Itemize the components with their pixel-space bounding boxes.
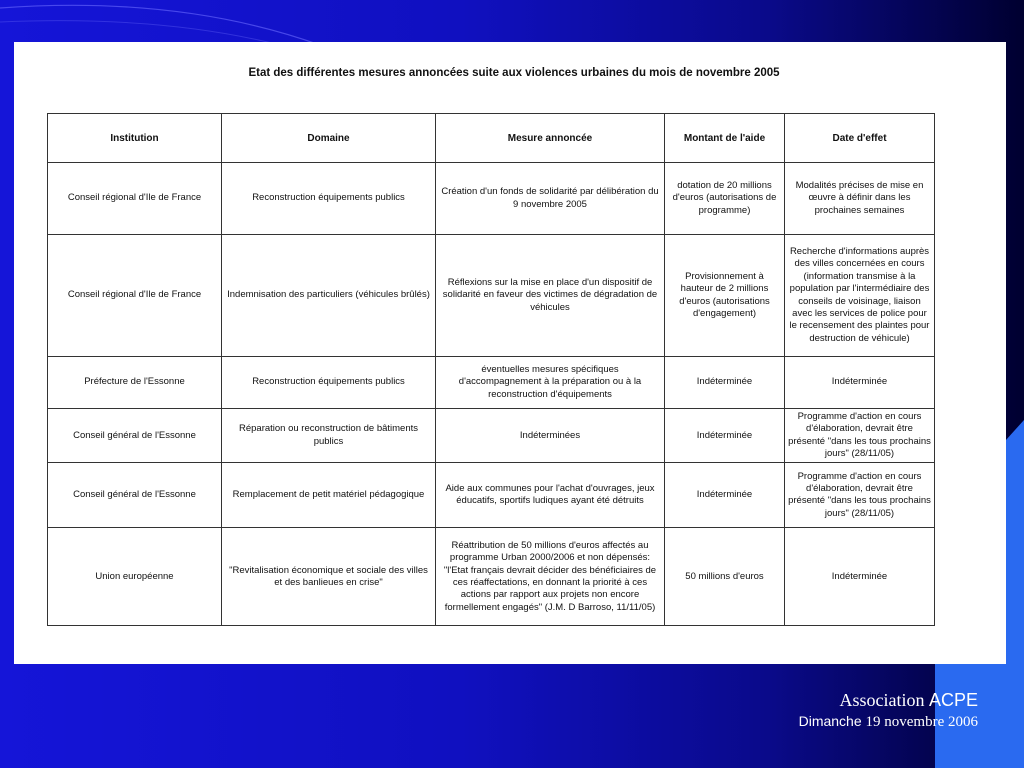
table-row: [48, 357, 935, 409]
header-domaine: Domaine: [222, 114, 436, 163]
association-label: Association: [839, 690, 925, 710]
cell-montant: Provisionnement à hauteur de 2 millions d'euros (autorisations d'engagement): [665, 235, 785, 357]
cell-domaine: Reconstruction équipements publics: [222, 163, 436, 235]
table-header-row: [48, 114, 935, 163]
association-acronym: ACPE: [928, 690, 978, 710]
table-row: [48, 463, 935, 528]
cell-mesure: éventuelles mesures spécifiques d'accompagnement à la préparation ou à la reconstruction d'équipements: [436, 357, 665, 409]
cell-montant: dotation de 20 millions d'euros (autorisations de programme): [665, 163, 785, 235]
cell-montant: Indéterminée: [665, 463, 785, 528]
cell-date: Indéterminée: [785, 528, 935, 626]
cell-domaine: Reconstruction équipements publics: [222, 357, 436, 409]
cell-institution: Union européenne: [48, 528, 222, 626]
cell-mesure: Réflexions sur la mise en place d'un dispositif de solidarité en faveur des victimes de dégradation de véhicules: [436, 235, 665, 357]
document-title: Etat des différentes mesures annoncées suite aux violences urbaines du mois de novembre 2005: [248, 67, 780, 79]
slide-footer: [799, 690, 978, 731]
cell-date: Recherche d'informations auprès des villes concernées en cours (information transmise à la population par l'intermédiaire des conseils de voisinage, liaison avec les services de police pour le recensement des plaintes pour destruction de véhicule): [785, 235, 935, 357]
cell-institution: Conseil régional d'Ile de France: [48, 235, 222, 357]
header-institution: Institution: [48, 114, 222, 163]
table-row: [48, 409, 935, 463]
cell-montant: Indéterminée: [665, 357, 785, 409]
footer-association: [799, 690, 978, 711]
document-page: [14, 42, 1006, 664]
cell-institution: Préfecture de l'Essonne: [48, 357, 222, 409]
header-date: Date d'effet: [785, 114, 935, 163]
header-mesure: Mesure annoncée: [436, 114, 665, 163]
measures-table: [47, 113, 935, 626]
cell-domaine: Indemnisation des particuliers (véhicules brûlés): [222, 235, 436, 357]
cell-mesure: Réattribution de 50 millions d'euros affectés au programme Urban 2000/2006 et non dépensés: "l'Etat français devrait décider des bénéficiaires de ces réaffectations, en donnant la priorité à ces actions par rapport aux projets non encore formellement engagés" (J.M. D Barroso, 11/11/05): [436, 528, 665, 626]
cell-institution: Conseil régional d'Ile de France: [48, 163, 222, 235]
cell-institution: Conseil général de l'Essonne: [48, 409, 222, 463]
cell-date: Indéterminée: [785, 357, 935, 409]
cell-date: Programme d'action en cours d'élaboration, devrait être présenté "dans les tous prochains jours" (28/11/05): [785, 463, 935, 528]
cell-domaine: Réparation ou reconstruction de bâtiments publics: [222, 409, 436, 463]
footer-day: Dimanche: [798, 713, 862, 729]
cell-mesure: Aide aux communes pour l'achat d'ouvrages, jeux éducatifs, sportifs ludiques ayant été détruits: [436, 463, 665, 528]
cell-montant: Indéterminée: [665, 409, 785, 463]
cell-domaine: Remplacement de petit matériel pédagogique: [222, 463, 436, 528]
footer-date-value: 19 novembre 2006: [865, 714, 978, 730]
cell-domaine: "Revitalisation économique et sociale des villes et des banlieues en crise": [222, 528, 436, 626]
table-row: [48, 235, 935, 357]
cell-date: Programme d'action en cours d'élaboration, devrait être présenté "dans les tous prochains jours" (28/11/05): [785, 409, 935, 463]
table-row: [48, 528, 935, 626]
cell-montant: 50 millions d'euros: [665, 528, 785, 626]
footer-date: [799, 713, 978, 731]
cell-mesure: Création d'un fonds de solidarité par délibération du 9 novembre 2005: [436, 163, 665, 235]
table-row: [48, 163, 935, 235]
cell-mesure: Indéterminées: [436, 409, 665, 463]
cell-date: Modalités précises de mise en œuvre à définir dans les prochaines semaines: [785, 163, 935, 235]
header-montant: Montant de l'aide: [665, 114, 785, 163]
cell-institution: Conseil général de l'Essonne: [48, 463, 222, 528]
